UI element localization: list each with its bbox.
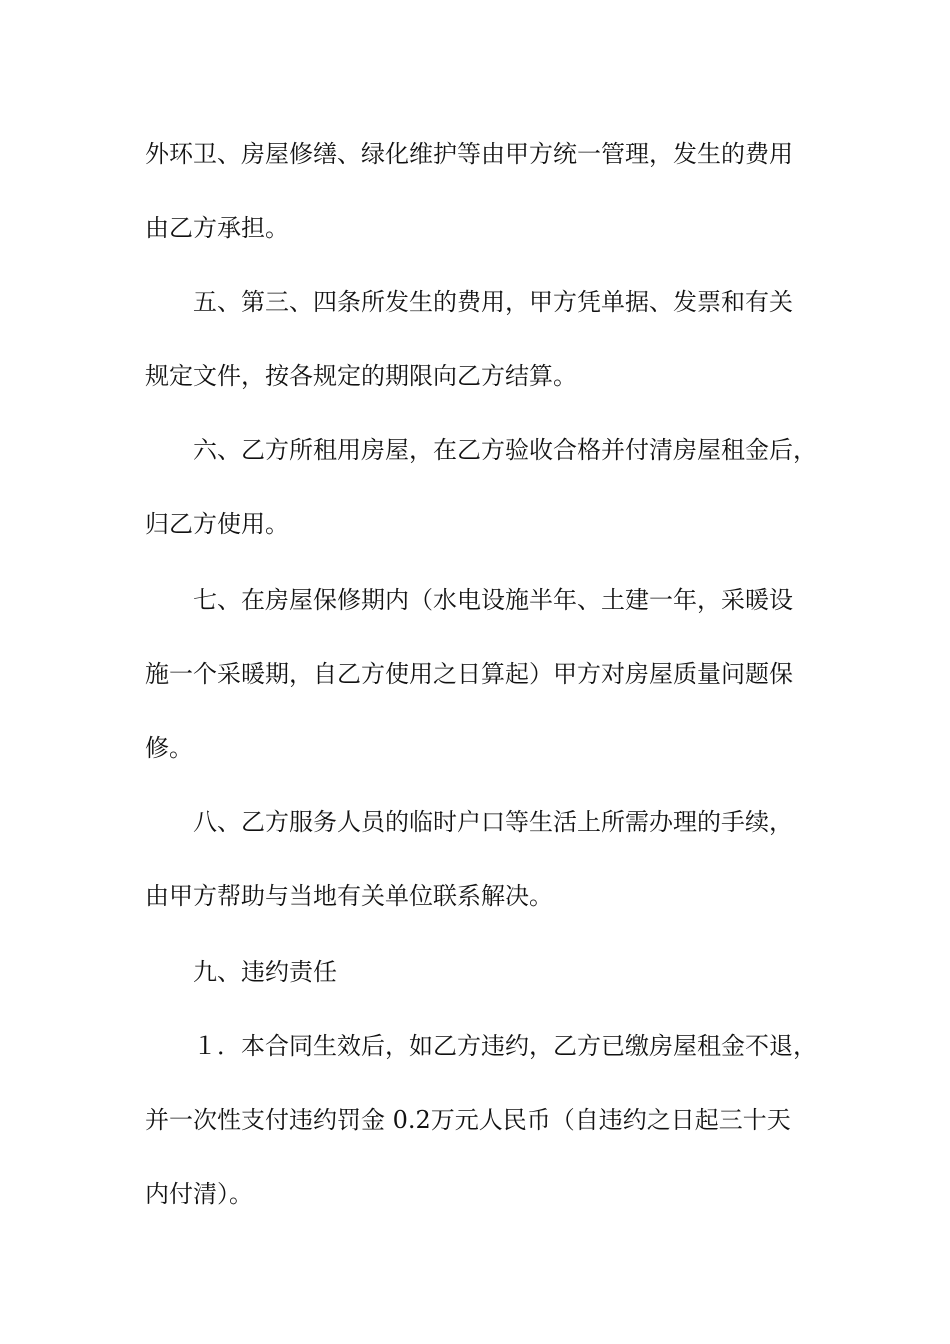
paragraph-5-start: 五、第三、四条所发生的费用，甲方凭单据、发票和有关 [193, 288, 793, 316]
clause-1-start: １．本合同生效后，如乙方违约，乙方已缴房屋租金不退， [193, 1032, 817, 1060]
paragraph-6-start: 六、乙方所租用房屋，在乙方验收合格并付清房屋租金后， [193, 436, 817, 464]
text-line: 归乙方使用。 [145, 510, 289, 538]
section-heading-breach-liability: 九、违约责任 [193, 958, 337, 986]
paragraph-7-start: 七、在房屋保修期内（水电设施半年、土建一年，采暖设 [193, 586, 793, 614]
text-line: 外环卫、房屋修缮、绿化维护等由甲方统一管理，发生的费用 [145, 140, 793, 168]
text-line: 由甲方帮助与当地有关单位联系解决。 [145, 882, 553, 910]
text-line: 并一次性支付违约罚金 0.2万元人民币（自违约之日起三十天 [145, 1106, 791, 1134]
text-line: 规定文件，按各规定的期限向乙方结算。 [145, 362, 577, 390]
text-line: 修。 [145, 734, 193, 762]
paragraph-8-start: 八、乙方服务人员的临时户口等生活上所需办理的手续， [193, 808, 793, 836]
text-line: 由乙方承担。 [145, 214, 289, 242]
text-line: 内付清）。 [145, 1180, 253, 1208]
text-line: 施一个采暖期，自乙方使用之日算起）甲方对房屋质量问题保 [145, 660, 793, 688]
